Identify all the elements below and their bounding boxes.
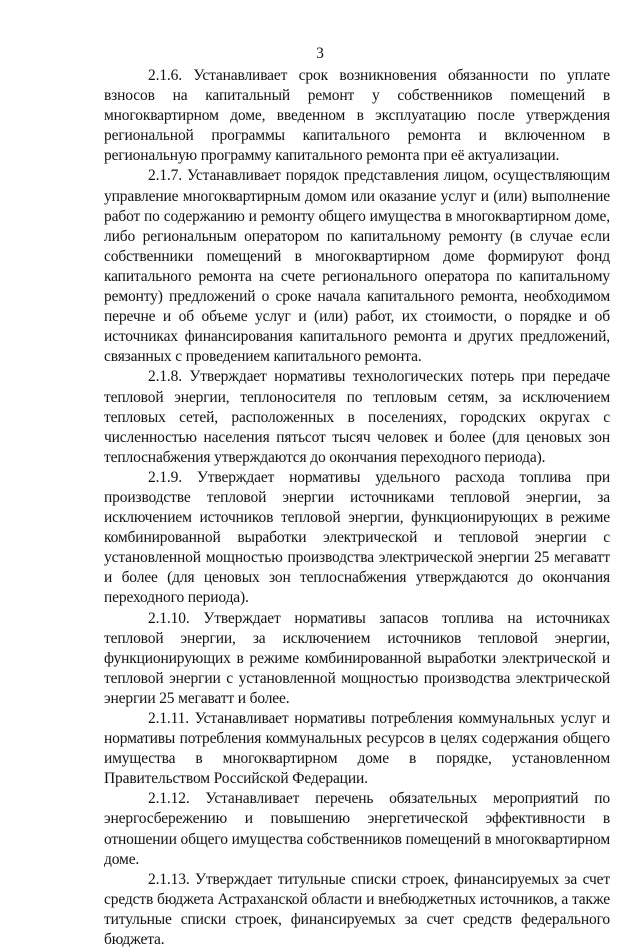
- paragraph-2-1-11: 2.1.11. Устанавливает нормативы потребления коммунальных услуг и нормативы потребления коммунальных ресурсов в целях содержания общего имущества в многоквартирном доме в порядке, установленном Правительством Российской Федерации.: [104, 710, 610, 788]
- paragraph-2-1-8: 2.1.8. Утверждает нормативы технологических потерь при передаче тепловой энергии, теплоносителя по тепловым сетям, за исключением тепловых сетей, расположенных в поселениях, городских округах с численностью населения пятьсот тысяч человек и более (для ценовых зон теплоснабжения утверждаются до окончания переходного периода).: [104, 368, 610, 466]
- paragraph-2-1-9: 2.1.9. Утверждает нормативы удельного расхода топлива при производстве тепловой энергии источниками тепловой энергии, за исключением источников тепловой энергии, функционирующих в режиме комбинированной выработки электрической и тепловой энергии с установленной мощностью производства электрической энергии 25 мегаватт и более (для ценовых зон теплоснабжения утверждаются до окончания переходного периода).: [104, 468, 610, 607]
- document-body: [104, 66, 610, 950]
- paragraph-2-1-10: 2.1.10. Утверждает нормативы запасов топлива на источниках тепловой энергии, за исключением источников тепловой энергии, функционирующих в режиме комбинированной выработки электрической и тепловой энергии с установленной мощностью производства электрической энергии 25 мегаватт и более.: [104, 609, 610, 707]
- paragraph-2-1-13: 2.1.13. Утверждает титульные списки строек, финансируемых за счет средств бюджета Астраханской области и внебюджетных источников, а также титульные списки строек, финансируемых за счет средств федерального бюджета.: [104, 870, 610, 949]
- page-number: 3: [316, 45, 324, 62]
- paragraph-2-1-7: 2.1.7. Устанавливает порядок представления лицом, осуществляющим управление многоквартирным домом или оказание услуг и (или) выполнение работ по содержанию и ремонту общего имущества в многоквартирном доме, либо региональным оператором по капитальному ремонту (в случае если собственники помещений в многоквартирном доме формируют фонд капитального ремонта на счете регионального оператора по капитальному ремонту) предложений о сроке начала капитального ремонта, необходимом перечне и об объеме услуг и (или) работ, их стоимости, о порядке и об источниках финансирования капитального ремонта и других предложений, связанных с проведением капитального ремонта.: [104, 167, 610, 366]
- paragraph-2-1-6: 2.1.6. Устанавливает срок возникновения обязанности по уплате взносов на капитальный ремонт у собственников помещений в многоквартирном доме, введенном в эксплуатацию после утверждения региональной программы капитального ремонта и включенном в региональную программу капитального ремонта при её актуализации.: [104, 67, 610, 165]
- paragraph-2-1-12: 2.1.12. Устанавливает перечень обязательных мероприятий по энергосбережению и повышению энергетической эффективности в отношении общего имущества собственников помещений в многоквартирном доме.: [104, 790, 610, 868]
